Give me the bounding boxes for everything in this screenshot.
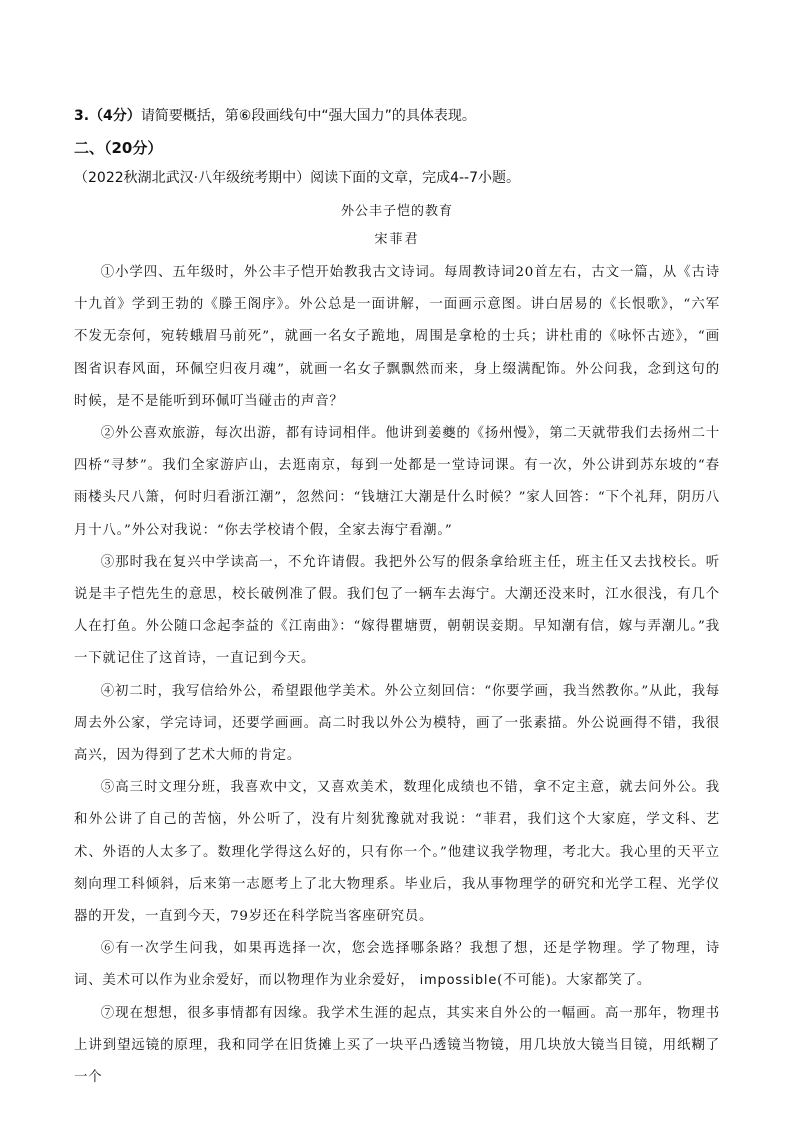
article-body: [74, 257, 720, 1094]
question-text: 请简要概括，第⑥段画线句中“强大国力”的具体表现。: [140, 108, 476, 124]
question-3: [74, 104, 476, 128]
paragraph-6-tail: (不可能)。大家都笑了。: [497, 973, 652, 989]
section-heading: 二、（20分）: [74, 139, 163, 157]
paragraph-6: [74, 933, 720, 997]
article-author: 宋菲君: [374, 232, 420, 247]
section-source: （2022秋湖北武汉·八年级统考期中）阅读下面的文章，完成4--7小题。: [74, 170, 520, 186]
question-score: （4分）: [89, 108, 141, 124]
paragraph-3: ③那时我在复兴中学读高一，不允许请假。我把外公写的假条拿给班主任，班主任又去找校长。听说是丰子恺先生的意思，校长破例准了假。我们包了一辆车去海宁。大潮还没来时，江水很浅，有几个人在打鱼。外公随口念起李益的《江南曲》：“嫁得瞿塘贾，朝朝误妾期。早知潮有信，嫁与弄潮儿。”我一下就记住了这首诗，一直记到今天。: [74, 554, 720, 667]
paragraph-5: ⑤高三时文理分班，我喜欢中文，又喜欢美术，数理化成绩也不错，拿不定主意，就去问外公。我和外公讲了自己的苦恼，外公听了，没有片刻犹豫就对我说：“菲君，我们这个大家庭，学文科、艺术、外语的人太多了。数理化学得这么好的，只有你一个。”他建议我学物理，考北大。我心里的天平立刻向理工科倾斜，后来第一志愿考上了北大物理系。毕业后，我从事物理学的研究和光学工程、光学仪器的开发，一直到今天，79岁还在科学院当客座研究员。: [74, 780, 720, 925]
question-number: 3.: [74, 108, 90, 124]
article-title: 外公丰子恺的教育: [340, 204, 453, 219]
paragraph-1: ①小学四、五年级时，外公丰子恺开始教我古文诗词。每周教诗词20首左右，古文一篇，从《古诗十九首》学到王勃的《滕王阁序》。外公总是一面讲解，一面画示意图。讲白居易的《长恨歌》，“六军不发无奈何，宛转蛾眉马前死”，就画一名女子跪地，周围是拿枪的士兵；讲杜甫的《咏怀古迹》，“画图省识春风面，环佩空归夜月魂”，就画一名女子飘飘然而来，身上缀满配饰。外公问我，念到这句的时候，是不是能听到环佩叮当碰击的声音？: [74, 265, 720, 409]
paragraph-7: ⑦现在想想，很多事情都有因缘。我学术生涯的起点，其实来自外公的一幅画。高一那年，物理书上讲到望远镜的原理，我和同学在旧货摊上买了一块平凸透镜当物镜，用几块放大镜当目镜，用纸糊了一个: [74, 1005, 720, 1086]
paragraph-6-english: impossible: [419, 973, 498, 989]
paragraph-4: ④初二时，我写信给外公，希望跟他学美术。外公立刻回信：“你要学画，我当然教你。”从此，我每周去外公家，学完诗词，还要学画画。高二时我以外公为模特，画了一张素描。外公说画得不错，我很高兴，因为得到了艺术大师的肯定。: [74, 683, 720, 764]
paragraph-2: ②外公喜欢旅游，每次出游，都有诗词相伴。他讲到姜夔的《扬州慢》，第二天就带我们去扬州二十四桥“寻梦”。我们全家游庐山，去逛南京，每到一处都是一堂诗词课。有一次，外公讲到苏东坡的“春雨楼头尺八箫，何时归看浙江潮”，忽然问：“钱塘江大潮是什么时候？”家人回答：“下个礼拜，阴历八月十八。”外公对我说：“你去学校请个假，全家去海宁看潮。”: [74, 426, 720, 538]
paragraph-6-text: ⑥有一次学生问我，如果再选择一次，您会选择哪条路？我想了想，还是学物理。学了物理，诗词、美术可以作为业余爱好，而以物理作为业余爱好，: [74, 941, 720, 989]
